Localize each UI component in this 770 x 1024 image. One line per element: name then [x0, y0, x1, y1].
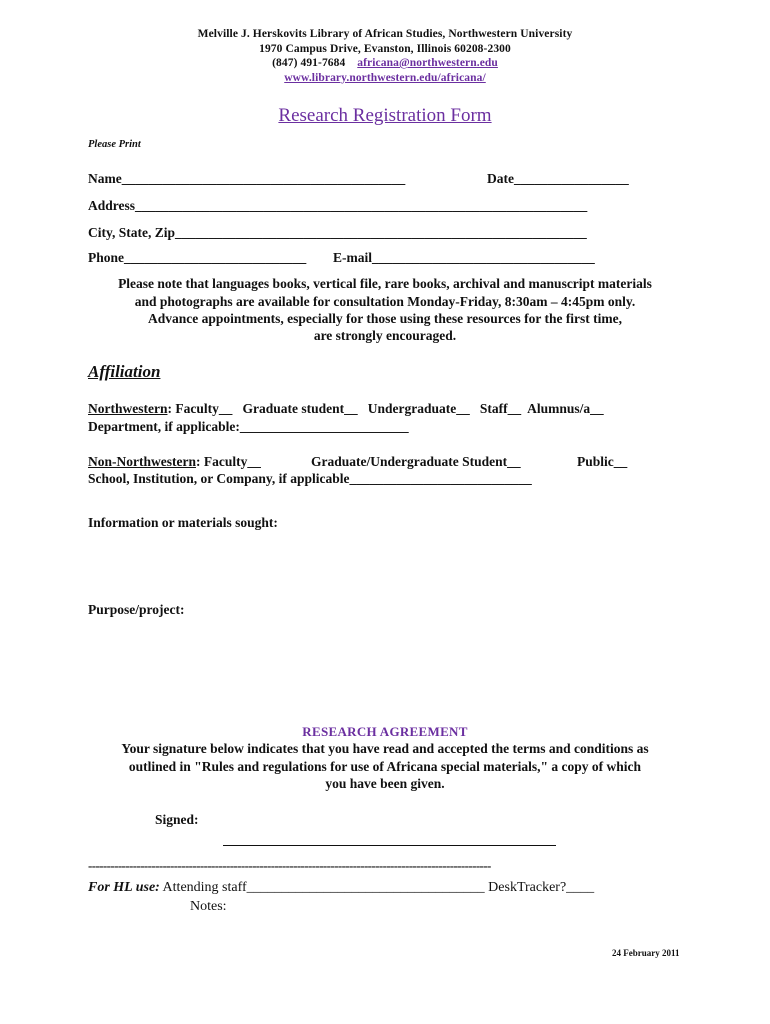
address-field[interactable]: Address___________________________________________________________________	[88, 198, 588, 213]
phone-field[interactable]: Phone___________________________	[88, 250, 307, 265]
city-state-zip-field[interactable]: City, State, Zip_____________________________________________________________	[88, 225, 587, 240]
name-field[interactable]: Name__________________________________________	[88, 171, 406, 186]
northwestern-label: Northwestern	[88, 401, 168, 416]
northwestern-choices[interactable]: : Faculty__ Graduate student__ Undergraduate__ Staff__ Alumnus/a__	[167, 401, 604, 416]
non-nw-public-choice[interactable]: Public__	[577, 454, 628, 469]
attending-staff-field[interactable]: Attending staff__________________________________ DeskTracker?____	[159, 880, 595, 895]
divider-dashes: ------------------------------------------------------------------------------------------------------------	[88, 858, 491, 873]
revision-date: 24 February 2011	[612, 948, 680, 958]
agreement-text-line: Your signature below indicates that you have read and accepted the terms and conditions as	[121, 741, 649, 756]
website-link[interactable]: www.library.northwestern.edu/africana/	[284, 72, 486, 84]
department-field[interactable]: Department, if applicable:_________________________	[88, 419, 409, 434]
school-field[interactable]: School, Institution, or Company, if applicable___________________________	[88, 471, 532, 486]
library-address: 1970 Campus Drive, Evanston, Illinois 60208-2300	[259, 43, 511, 55]
date-field[interactable]: Date_________________	[487, 171, 629, 186]
hl-use-row	[88, 880, 594, 896]
non-northwestern-label: Non-Northwestern	[88, 454, 196, 469]
agreement-text-line: you have been given.	[325, 776, 445, 791]
library-name: Melville J. Herskovits Library of African Studies, Northwestern University	[197, 28, 573, 40]
affiliation-heading: Affiliation	[88, 362, 161, 381]
email-field[interactable]: E-mail_________________________________	[333, 250, 595, 265]
info-sought-label: Information or materials sought:	[88, 515, 278, 530]
website-line	[0, 72, 770, 84]
notice-line: are strongly encouraged.	[313, 328, 457, 343]
northwestern-options[interactable]	[88, 401, 604, 417]
phone-number: (847) 491-7684	[272, 57, 346, 69]
research-agreement-heading: RESEARCH AGREEMENT	[302, 724, 468, 739]
agreement-text-line: outlined in "Rules and regulations for use of Africana special materials," a copy of which	[128, 759, 642, 774]
hl-use-label: For HL use:	[88, 880, 160, 895]
non-nw-student-choice[interactable]: Graduate/Undergraduate Student__	[311, 454, 521, 469]
contact-line	[0, 57, 770, 69]
notice-line: Please note that languages books, vertical file, rare books, archival and manuscript materials	[118, 276, 652, 291]
form-title: Research Registration Form	[278, 105, 492, 126]
signature-line[interactable]	[223, 845, 556, 846]
signed-label: Signed:	[155, 812, 199, 827]
please-print-note: Please Print	[88, 139, 141, 150]
purpose-label: Purpose/project:	[88, 602, 185, 617]
notice-line: and photographs are available for consultation Monday-Friday, 8:30am – 4:45pm only.	[134, 294, 636, 309]
non-northwestern-options[interactable]	[88, 454, 261, 470]
non-nw-faculty-choice[interactable]: : Faculty__	[195, 454, 261, 469]
notice-line: Advance appointments, especially for those using these resources for the first time,	[147, 311, 623, 326]
notes-label: Notes:	[190, 899, 227, 914]
email-link[interactable]: africana@northwestern.edu	[357, 57, 498, 69]
